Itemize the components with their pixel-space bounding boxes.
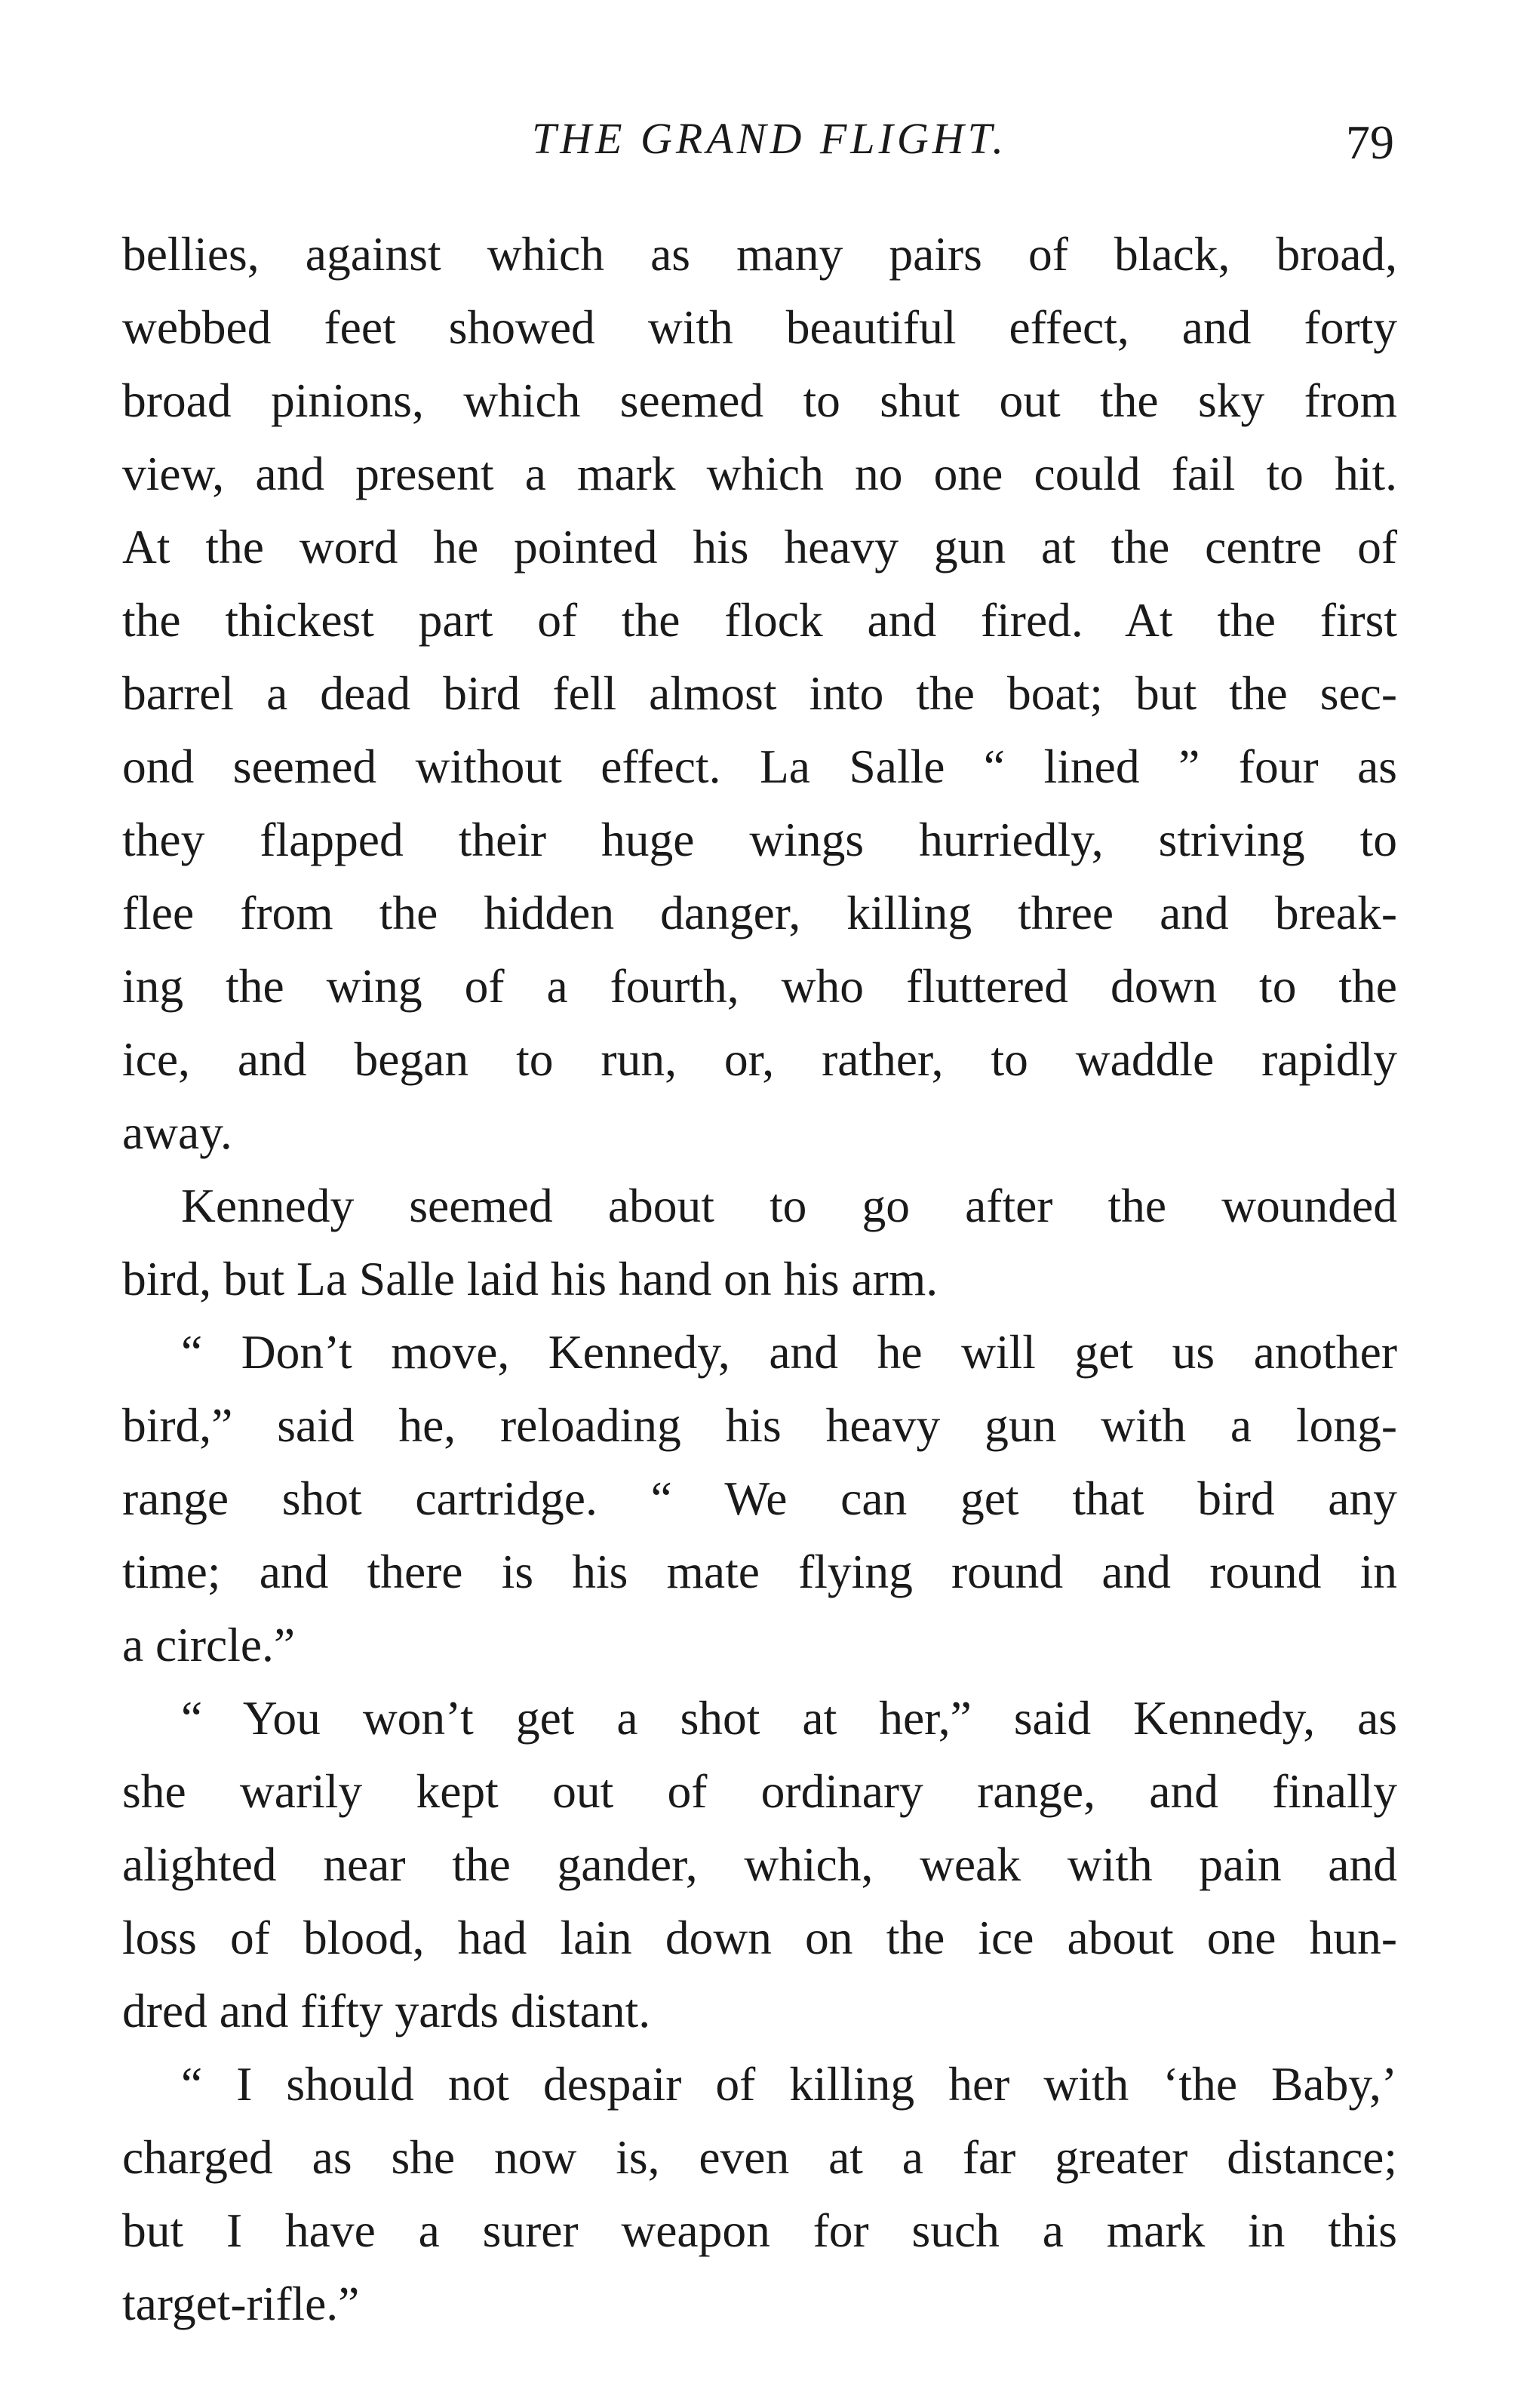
- text-line: charged as she now is, even at a far greater distance;: [122, 2130, 1397, 2184]
- text-line: “ You won’t get a shot at her,” said Kennedy, as: [181, 1691, 1397, 1745]
- text-line: bird, but La Salle laid his hand on his arm.: [122, 1252, 938, 1305]
- text-line: but I have a surer weapon for such a mark in this: [122, 2203, 1397, 2257]
- text-line: the thickest part of the flock and fired. At the first: [122, 593, 1397, 647]
- text-line: Kennedy seemed about to go after the wounded: [181, 1179, 1397, 1232]
- text-line: time; and there is his mate flying round and round in: [122, 1545, 1397, 1598]
- text-line: loss of blood, had lain down on the ice about one hun-: [122, 1911, 1397, 1964]
- text-line: ond seemed without effect. La Salle “ lined ” four as: [122, 740, 1397, 793]
- text-line: target-rifle.”: [122, 2277, 360, 2330]
- text-line: ing the wing of a fourth, who fluttered down to the: [122, 959, 1397, 1013]
- page-number: 79: [1346, 115, 1394, 169]
- text-line: broad pinions, which seemed to shut out the sky from: [122, 374, 1397, 427]
- text-line: away.: [122, 1106, 232, 1159]
- text-line: At the word he pointed his heavy gun at the centre of: [122, 520, 1397, 574]
- text-line: “ I should not despair of killing her with ‘the Baby,’: [181, 2057, 1397, 2111]
- text-line: alighted near the gander, which, weak with pain and: [122, 1838, 1397, 1891]
- running-title: THE GRAND FLIGHT.: [531, 114, 1008, 163]
- text-line: barrel a dead bird fell almost into the boat; but the sec-: [122, 666, 1397, 720]
- text-line: bird,” said he, reloading his heavy gun with a long-: [122, 1398, 1397, 1452]
- text-line: dred and fifty yards distant.: [122, 1984, 651, 2037]
- running-head: [0, 113, 1536, 181]
- text-line: webbed feet showed with beautiful effect, and forty: [122, 300, 1397, 354]
- text-line: bellies, against which as many pairs of black, broad,: [122, 227, 1397, 281]
- text-line: they flapped their huge wings hurriedly, striving to: [122, 813, 1397, 866]
- text-line: a circle.”: [122, 1618, 296, 1671]
- text-line: range shot cartridge. “ We can get that bird any: [122, 1472, 1397, 1525]
- text-line: “ Don’t move, Kennedy, and he will get us another: [181, 1325, 1397, 1379]
- body-text: [122, 217, 1397, 2340]
- text-line: she warily kept out of ordinary range, and finally: [122, 1764, 1397, 1818]
- text-line: flee from the hidden danger, killing three and break-: [122, 886, 1397, 940]
- text-line: view, and present a mark which no one could fail to hit.: [122, 447, 1397, 500]
- text-line: ice, and began to run, or, rather, to waddle rapidly: [122, 1032, 1397, 1086]
